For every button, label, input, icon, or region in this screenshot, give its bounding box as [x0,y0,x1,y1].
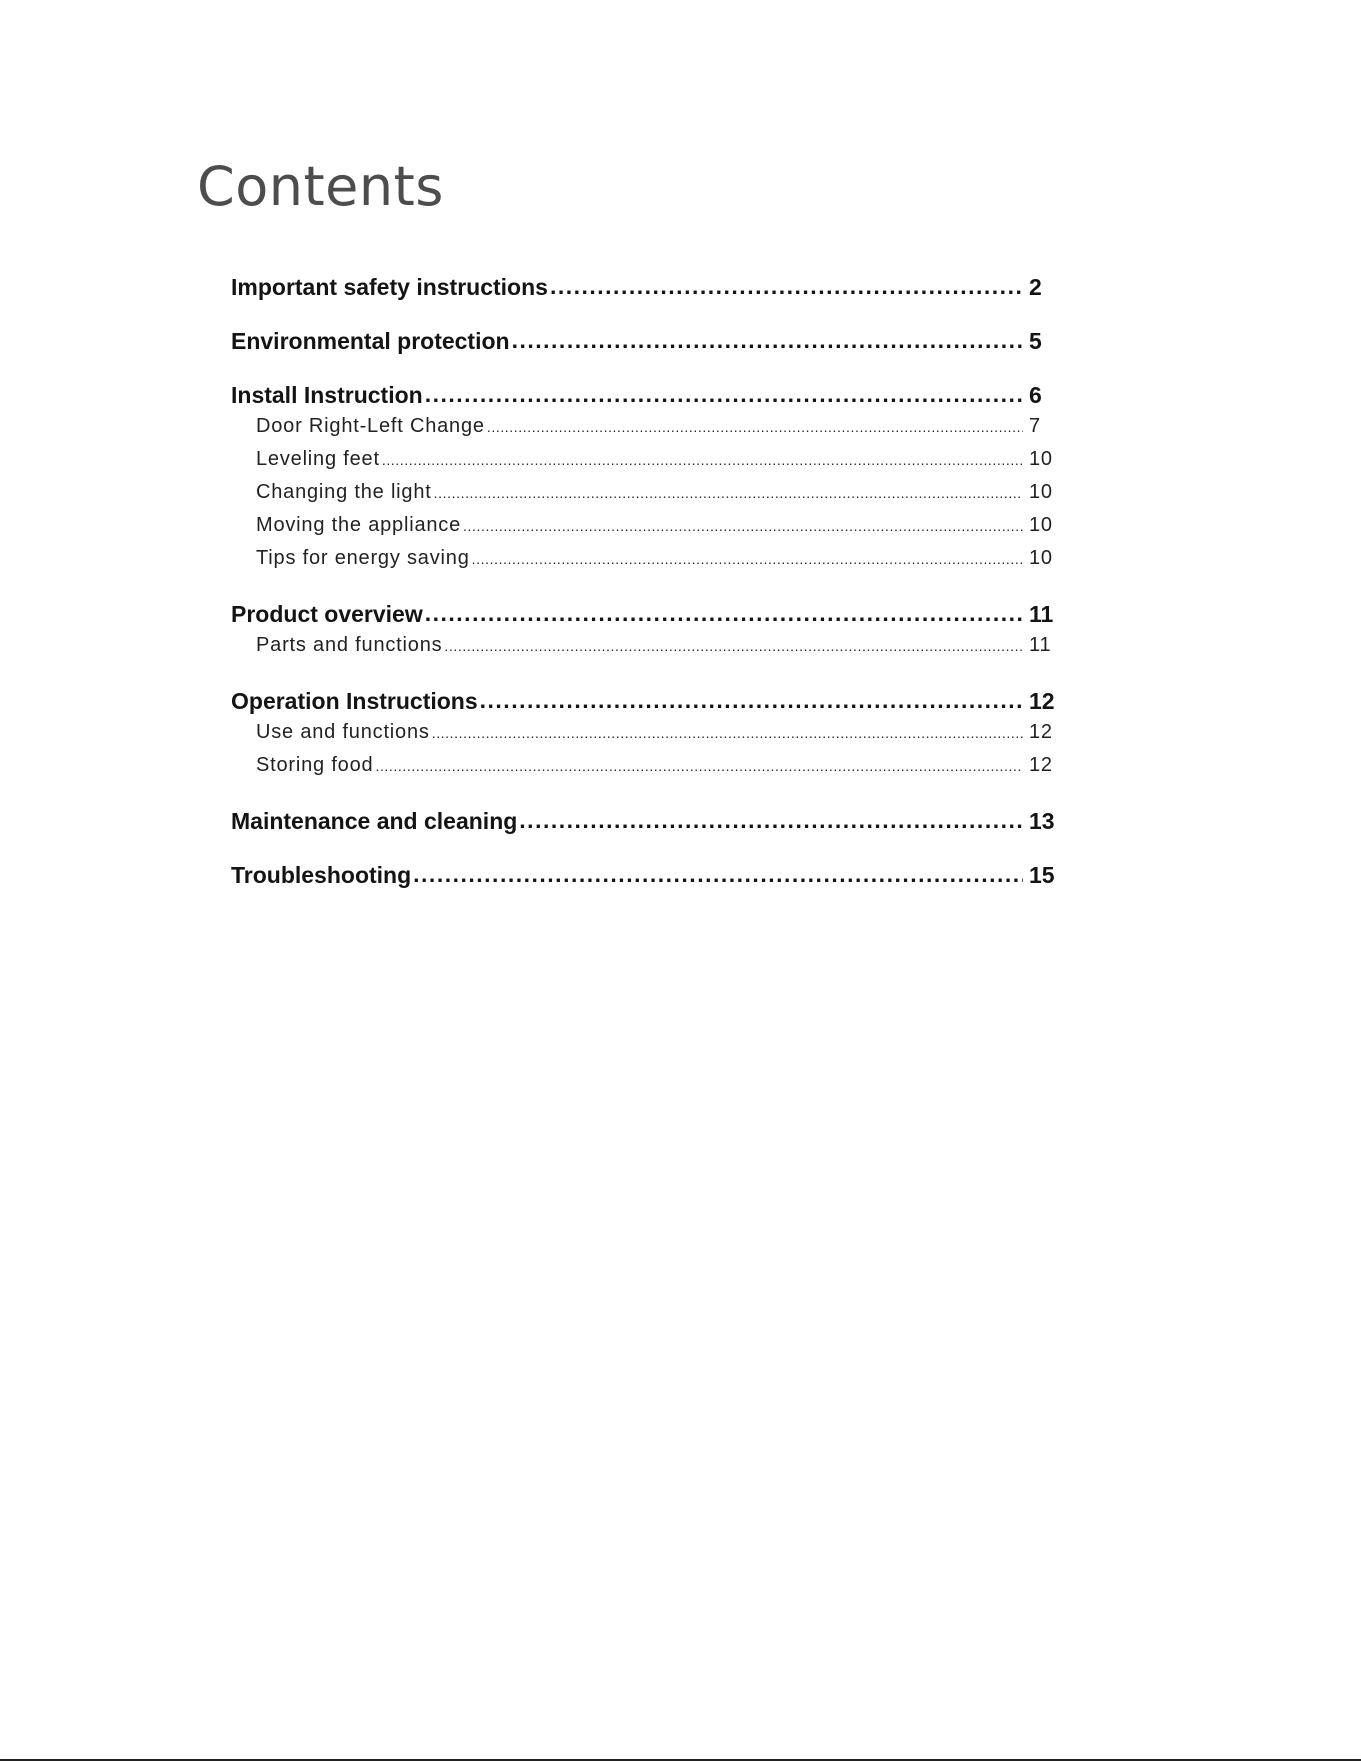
toc-subentry-page: 12 [1029,721,1053,743]
table-of-contents [231,272,1059,914]
toc-entry-maintenance-cleaning[interactable] [231,806,1059,838]
toc-subentry-label: Storing food [256,754,374,776]
toc-entry-product-overview[interactable] [231,599,1059,631]
toc-entry-page: 2 [1029,274,1042,300]
toc-entry-important-safety[interactable] [231,272,1059,304]
toc-subentry-moving-appliance[interactable] [231,511,1059,544]
toc-entry-label: Maintenance and cleaning [231,808,518,834]
toc-entry-page: 13 [1029,808,1055,834]
toc-subentry-label: Use and functions [256,721,430,743]
dot-leader [463,511,1023,531]
dot-leader [480,686,1023,709]
dot-leader [382,445,1023,465]
toc-entry-label: Troubleshooting [231,862,412,888]
toc-entry-install-instruction[interactable] [231,380,1059,412]
dot-leader [425,380,1023,403]
toc-entry-environmental-protection[interactable] [231,326,1059,358]
toc-subentry-page: 11 [1029,634,1052,656]
dot-leader [519,806,1023,829]
toc-entry-page: 5 [1029,328,1042,354]
toc-subentry-page: 10 [1029,448,1053,470]
dot-leader [472,544,1023,564]
dot-leader [432,718,1023,738]
toc-entry-label: Install Instruction [231,382,423,408]
toc-section [231,326,1059,358]
toc-section [231,806,1059,838]
toc-subentry-label: Changing the light [256,481,432,503]
toc-entry-troubleshooting[interactable] [231,860,1059,892]
toc-section [231,380,1059,577]
toc-subentry-label: Tips for energy saving [256,547,470,569]
toc-subentry-door-change[interactable] [231,412,1059,445]
toc-subentry-label: Parts and functions [256,634,443,656]
toc-entry-page: 12 [1029,688,1055,714]
toc-entry-label: Environmental protection [231,328,510,354]
toc-subentry-page: 10 [1029,547,1053,569]
toc-section [231,599,1059,664]
dot-leader [487,412,1023,432]
toc-section [231,860,1059,892]
toc-entry-label: Important safety instructions [231,274,548,300]
toc-section [231,686,1059,784]
dot-leader [375,751,1023,771]
toc-entry-operation-instructions[interactable] [231,686,1059,718]
toc-subentry-storing-food[interactable] [231,751,1059,784]
toc-section [231,272,1059,304]
dot-leader [550,272,1023,295]
toc-subentry-label: Door Right-Left Change [256,415,485,437]
toc-subentry-energy-saving[interactable] [231,544,1059,577]
toc-subentry-page: 10 [1029,514,1053,536]
dot-leader [434,478,1023,498]
toc-subentry-page: 7 [1029,415,1041,437]
page-title: Contents [197,155,444,218]
dot-leader [425,599,1023,622]
toc-subentry-label: Leveling feet [256,448,380,470]
toc-entry-page: 15 [1029,862,1055,888]
toc-subentry-page: 10 [1029,481,1053,503]
toc-subentry-leveling-feet[interactable] [231,445,1059,478]
toc-entry-label: Product overview [231,601,423,627]
toc-subentry-changing-light[interactable] [231,478,1059,511]
toc-entry-label: Operation Instructions [231,688,478,714]
toc-subentry-label: Moving the appliance [256,514,462,536]
toc-subentry-page: 12 [1029,754,1053,776]
dot-leader [512,326,1023,349]
toc-subentry-parts-functions[interactable] [231,631,1059,664]
toc-subentry-use-functions[interactable] [231,718,1059,751]
toc-entry-page: 11 [1029,601,1054,627]
dot-leader [413,860,1023,883]
dot-leader [444,631,1023,651]
toc-entry-page: 6 [1029,382,1042,408]
